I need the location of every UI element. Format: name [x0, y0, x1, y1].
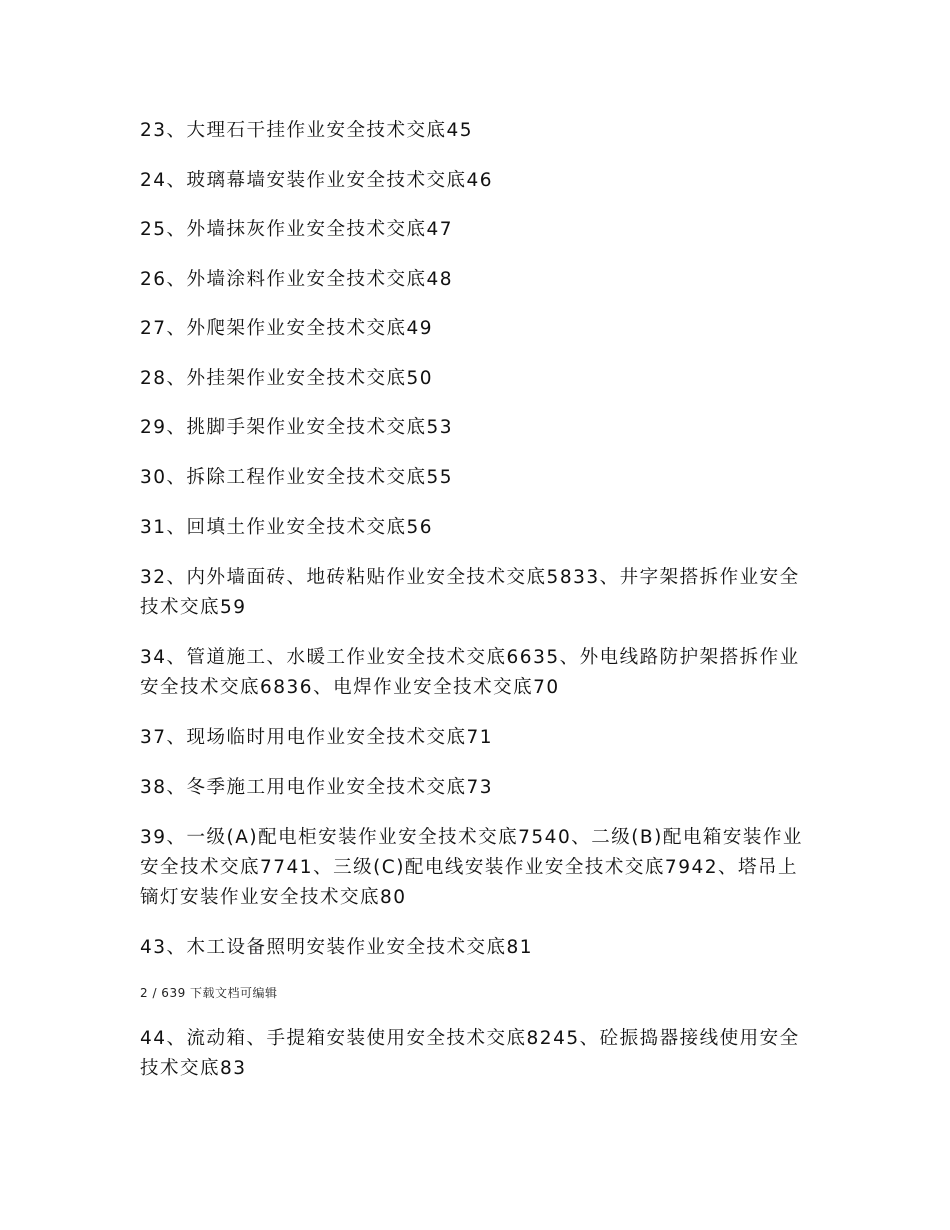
- toc-entry: 31、回填土作业安全技术交底56: [140, 517, 434, 538]
- toc-entry: 34、管道施工、水暖工作业安全技术交底6635、外电线路防护架搭拆作业安全技术交底6836、电焊作业安全技术交底70: [140, 647, 800, 698]
- toc-entry: 25、外墙抹灰作业安全技术交底47: [140, 219, 454, 240]
- toc-entry: 39、一级(A)配电柜安装作业安全技术交底7540、二级(B)配电箱安装作业安全技术交底7741、三级(C)配电线安装作业安全技术交底7942、塔吊上镝灯安装作业安全技术交底80: [140, 827, 803, 908]
- toc-entry: 32、内外墙面砖、地砖粘贴作业安全技术交底5833、井字架搭拆作业安全技术交底59: [140, 567, 800, 618]
- toc-entry: 44、流动箱、手提箱安装使用安全技术交底8245、砼振捣器接线使用安全技术交底83: [140, 1028, 800, 1079]
- toc-entry: 26、外墙涂料作业安全技术交底48: [140, 269, 454, 290]
- page-footer: 2 / 639 下载文档可编辑: [140, 986, 278, 1000]
- toc-entry: 30、拆除工程作业安全技术交底55: [140, 467, 454, 488]
- toc-entry: 27、外爬架作业安全技术交底49: [140, 318, 434, 339]
- toc-entry: 23、大理石干挂作业安全技术交底45: [140, 120, 474, 141]
- toc-entry: 24、玻璃幕墙安装作业安全技术交底46: [140, 170, 494, 191]
- toc-entry: 37、现场临时用电作业安全技术交底71: [140, 727, 494, 748]
- toc-entry: 29、挑脚手架作业安全技术交底53: [140, 417, 454, 438]
- toc-entry: 28、外挂架作业安全技术交底50: [140, 368, 434, 389]
- toc-entry: 38、冬季施工用电作业安全技术交底73: [140, 777, 494, 798]
- toc-entry: 43、木工设备照明安装作业安全技术交底81: [140, 937, 534, 958]
